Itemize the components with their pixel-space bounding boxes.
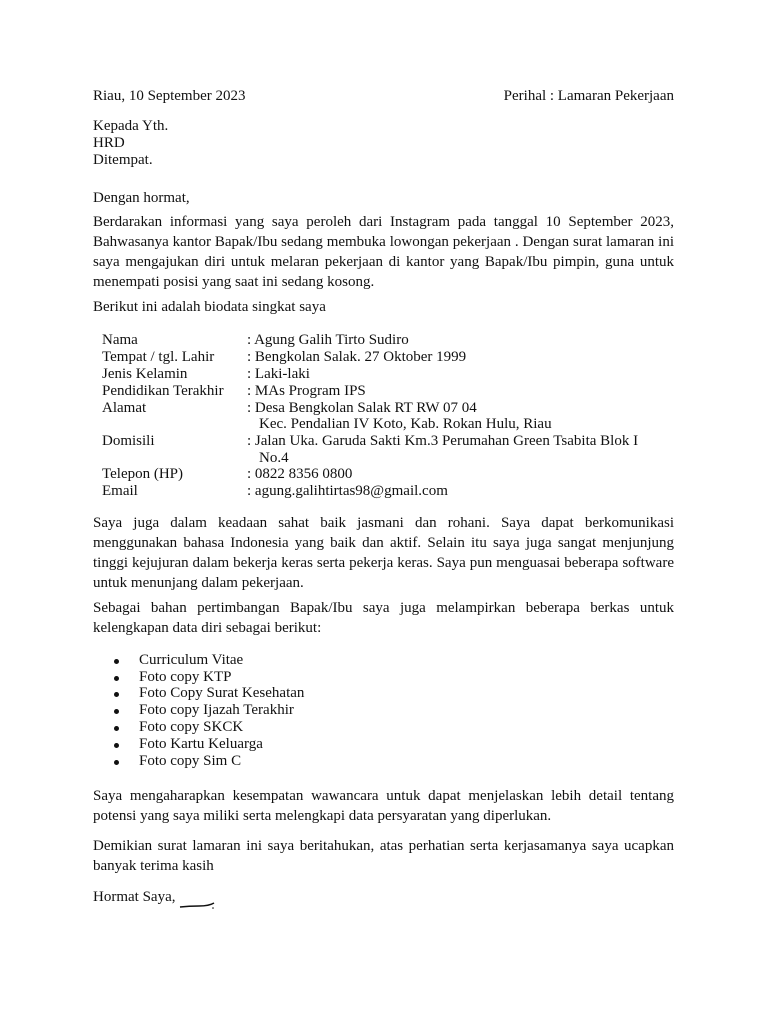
subject-line: Perihal : Lamaran Pekerjaan (503, 88, 674, 104)
bullet-icon (114, 743, 119, 748)
biodata-value-alamat: : Desa Bengkolan Salak RT RW 07 04 (247, 400, 477, 416)
bullet-icon (114, 726, 119, 731)
biodata-value-telepon: : 0822 8356 0800 (247, 466, 353, 482)
recipient-line-1: Kepada Yth. (93, 118, 169, 134)
biodata-value-domisili-line2: No.4 (259, 450, 289, 466)
biodata-label-email: Email (102, 483, 138, 499)
recipient-line-2: HRD (93, 135, 125, 151)
signature-mark (179, 901, 215, 909)
paragraph-closing: Demikian surat lamaran ini saya beritahukan, atas perhatian serta kerjasamanya saya ucapkan banyak terima kasih (93, 838, 674, 874)
paragraph-skills: Saya juga dalam keadaan sahat baik jasmani dan rohani. Saya dapat berkomunikasi menggunakan bahasa Indonesia yang baik dan aktif. Selain itu saya juga sangat menjunjung tinggi kejujuran dalam bekerja keras serta pekerja keras. Saya pun menguasai beberapa software untuk menunjang dalam pekerjaan. (93, 515, 674, 591)
biodata-value-domisili: : Jalan Uka. Garuda Sakti Km.3 Perumahan Green Tsabita Blok I (247, 433, 639, 449)
list-item: Curriculum Vitae (139, 652, 244, 668)
biodata-value-nama: : Agung Galih Tirto Sudiro (247, 332, 409, 348)
list-item: Foto copy Ijazah Terakhir (139, 702, 294, 718)
bullet-icon (114, 659, 119, 664)
biodata-label-telepon: Telepon (HP) (102, 466, 184, 482)
biodata-label-pendidikan: Pendidikan Terakhir (102, 383, 224, 399)
list-item: Foto copy Sim C (139, 753, 242, 769)
list-item: Foto Kartu Keluarga (139, 736, 263, 752)
biodata-value-alamat-line2: Kec. Pendalian IV Koto, Kab. Rokan Hulu, Riau (259, 416, 552, 432)
list-item: Foto Copy Surat Kesehatan (139, 685, 305, 701)
list-item: Foto copy SKCK (139, 719, 244, 735)
place-date: Riau, 10 September 2023 (93, 88, 246, 104)
recipient-line-3: Ditempat. (93, 152, 153, 168)
biodata-value-jenis-kelamin: : Laki-laki (247, 366, 310, 382)
biodata-label-ttl: Tempat / tgl. Lahir (102, 349, 215, 365)
bullet-icon (114, 692, 119, 697)
biodata-value-ttl: : Bengkolan Salak. 27 Oktober 1999 (247, 349, 467, 365)
bullet-icon (114, 709, 119, 714)
closing-salutation: Hormat Saya, (93, 889, 176, 905)
paragraph-intro: Berdarakan informasi yang saya peroleh dari Instagram pada tanggal 10 September 2023, Bahwasanya kantor Bapak/Ibu sedang membuka lowongan pekerjaan . Dengan surat lamaran ini saya mengajukan diri untuk melaran pekerjaan di kantor yang Bapak/Ibu pimpin, guna untuk menempati posisi yang saat ini sedang kosong. (93, 214, 674, 290)
biodata-intro: Berikut ini adalah biodata singkat saya (93, 299, 326, 315)
greeting: Dengan hormat, (93, 190, 190, 206)
bullet-icon (114, 760, 119, 765)
biodata-value-pendidikan: : MAs Program IPS (247, 383, 366, 399)
biodata-label-alamat: Alamat (102, 400, 147, 416)
list-item: Foto copy KTP (139, 669, 232, 685)
biodata-label-jenis-kelamin: Jenis Kelamin (102, 366, 188, 382)
bullet-icon (114, 676, 119, 681)
biodata-value-email: : agung.galihtirtas98@gmail.com (247, 483, 448, 499)
biodata-label-domisili: Domisili (102, 433, 155, 449)
biodata-label-nama: Nama (102, 332, 138, 348)
paragraph-attachments-intro: Sebagai bahan pertimbangan Bapak/Ibu saya juga melampirkan beberapa berkas untuk kelengkapan data diri sebagai berikut: (93, 600, 674, 636)
paragraph-interview: Saya mengaharapkan kesempatan wawancara untuk dapat menjelaskan lebih detail tentang potensi yang saya miliki serta melengkapi data persyaratan yang diperlukan. (93, 788, 674, 824)
